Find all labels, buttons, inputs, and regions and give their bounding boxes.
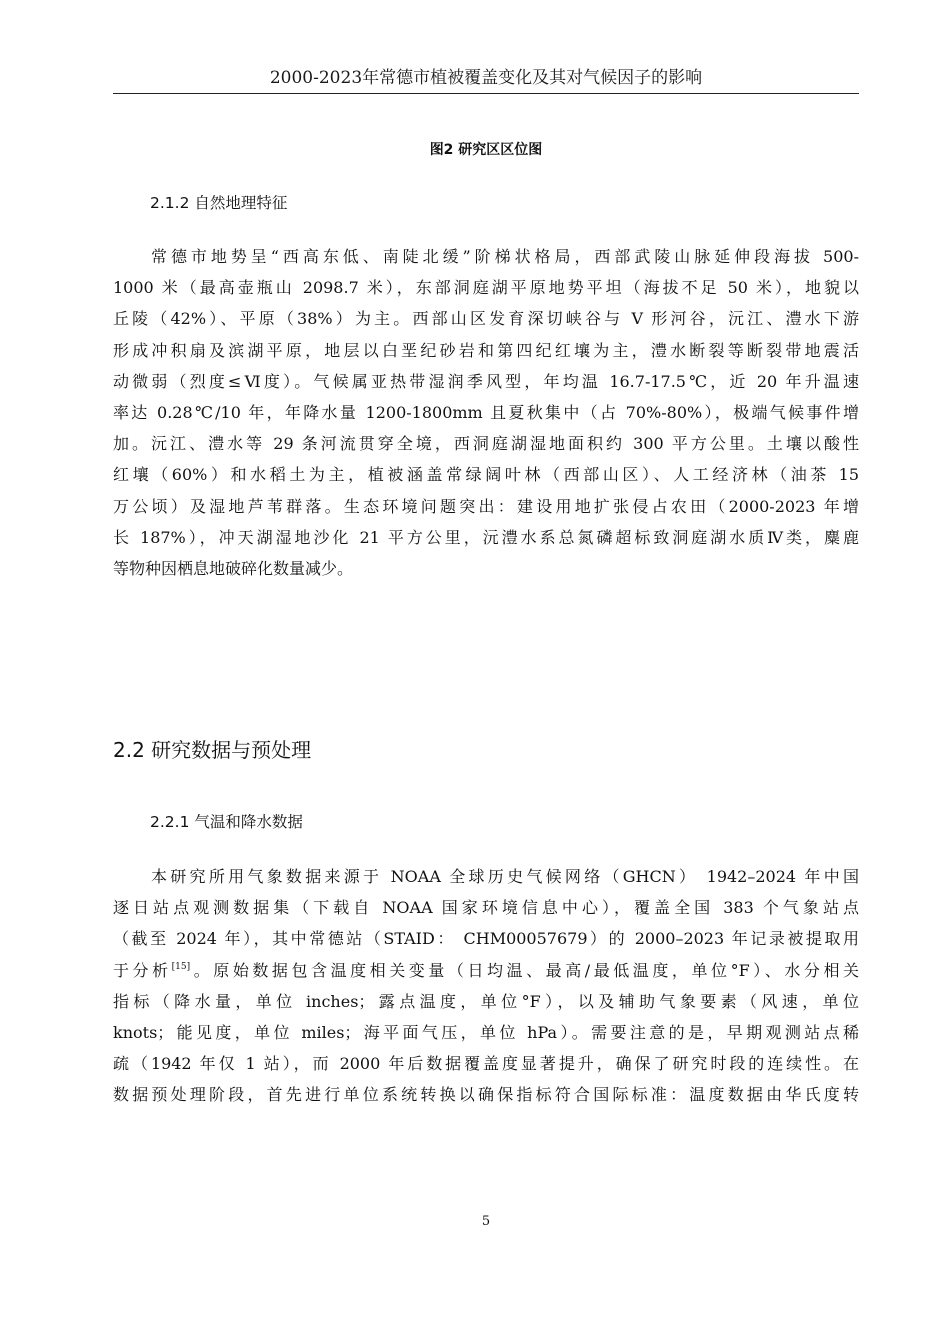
paragraph-line: 形成冲积扇及滨湖平原，地层以白垩纪砂岩和第四纪红壤为主，澧水断裂等断裂带地震活 — [113, 340, 859, 360]
paragraph-line: 逐日站点观测数据集（下载自 NOAA 国家环境信息中心），覆盖全国 383 个气象站点 — [113, 898, 859, 918]
figure-caption: 图2 研究区区位图 — [429, 142, 543, 158]
paragraph-line-with-citation — [113, 955, 859, 986]
section-heading-2-1-2: 2.1.2 自然地理特征 — [150, 194, 288, 212]
paragraph-line: 红壤（60%）和水稻土为主，植被涵盖常绿阔叶林（西部山区）、人工经济林（油茶 15 — [113, 465, 859, 485]
running-header: 2000-2023年常德市植被覆盖变化及其对气候因子的影响 — [269, 68, 703, 88]
section-heading-2-2: 2.2 研究数据与预处理 — [113, 738, 312, 762]
citation-reference: [15] — [171, 961, 191, 972]
paragraph-line: 数据预处理阶段，首先进行单位系统转换以确保指标符合国际标准：温度数据由华氏度转 — [113, 1085, 859, 1105]
paragraph-line: 万公顷）及湿地芦苇群落。生态环境问题突出：建设用地扩张侵占农田（2000-2023 年增 — [113, 496, 859, 516]
page-number: 5 — [481, 1214, 491, 1229]
paragraph-line: knots；能见度，单位 miles；海平面气压，单位 hPa）。需要注意的是，早期观测站点稀 — [113, 1022, 859, 1042]
header-rule — [113, 93, 859, 94]
section-heading-2-2-1: 2.2.1 气温和降水数据 — [150, 813, 303, 831]
paragraph-line: 1000 米（最高壶瓶山 2098.7 米），东部洞庭湖平原地势平坦（海拔不足 50 米），地貌以 — [113, 278, 859, 298]
paragraph-line: 加。沅江、澧水等 29 条河流贯穿全境，西洞庭湖湿地面积约 300 平方公里。土壤以酸性 — [113, 434, 859, 454]
paragraph-line: 本研究所用气象数据来源于 NOAA 全球历史气候网络（GHCN） 1942–2024 年中国 — [151, 867, 859, 886]
paragraph-physical-geography — [113, 241, 859, 584]
paragraph-line: 等物种因栖息地破碎化数量减少。 — [113, 558, 354, 578]
paragraph-line: 丘陵（42%）、平原（38%）为主。西部山区发育深切峡谷与 V 形河谷，沅江、澧水下游 — [113, 309, 859, 329]
paragraph-line: （截至 2024 年），其中常德站（STAID： CHM00057679）的 2000–2023 年记录被提取用 — [113, 929, 859, 949]
paragraph-line: 率达 0.28℃/10 年，年降水量 1200-1800mm 且夏秋集中（占 70%-80%），极端气候事件增 — [113, 402, 859, 422]
line-text: 于分析 — [113, 960, 172, 980]
line-text: 。原始数据包含温度相关变量（日均温、最高/最低温度，单位°F）、水分相关 — [190, 960, 859, 980]
paragraph-line: 指标（降水量，单位 inches；露点温度，单位°F），以及辅助气象要素（风速，单位 — [113, 991, 859, 1011]
paragraph-meteorological-data — [113, 861, 859, 1111]
paragraph-line: 疏（1942 年仅 1 站），而 2000 年后数据覆盖度显著提升，确保了研究时段的连续性。在 — [113, 1054, 859, 1074]
paragraph-line: 动微弱（烈度≤Ⅵ度）。气候属亚热带湿润季风型，年均温 16.7-17.5℃，近 20 年升温速 — [113, 371, 859, 391]
paragraph-line: 长 187%），冲天湖湿地沙化 21 平方公里，沅澧水系总氮磷超标致洞庭湖水质Ⅳ类，麋鹿 — [113, 527, 859, 547]
paragraph-line: 常德市地势呈“西高东低、南陡北缓”阶梯状格局，西部武陵山脉延伸段海拔 500- — [151, 247, 859, 266]
